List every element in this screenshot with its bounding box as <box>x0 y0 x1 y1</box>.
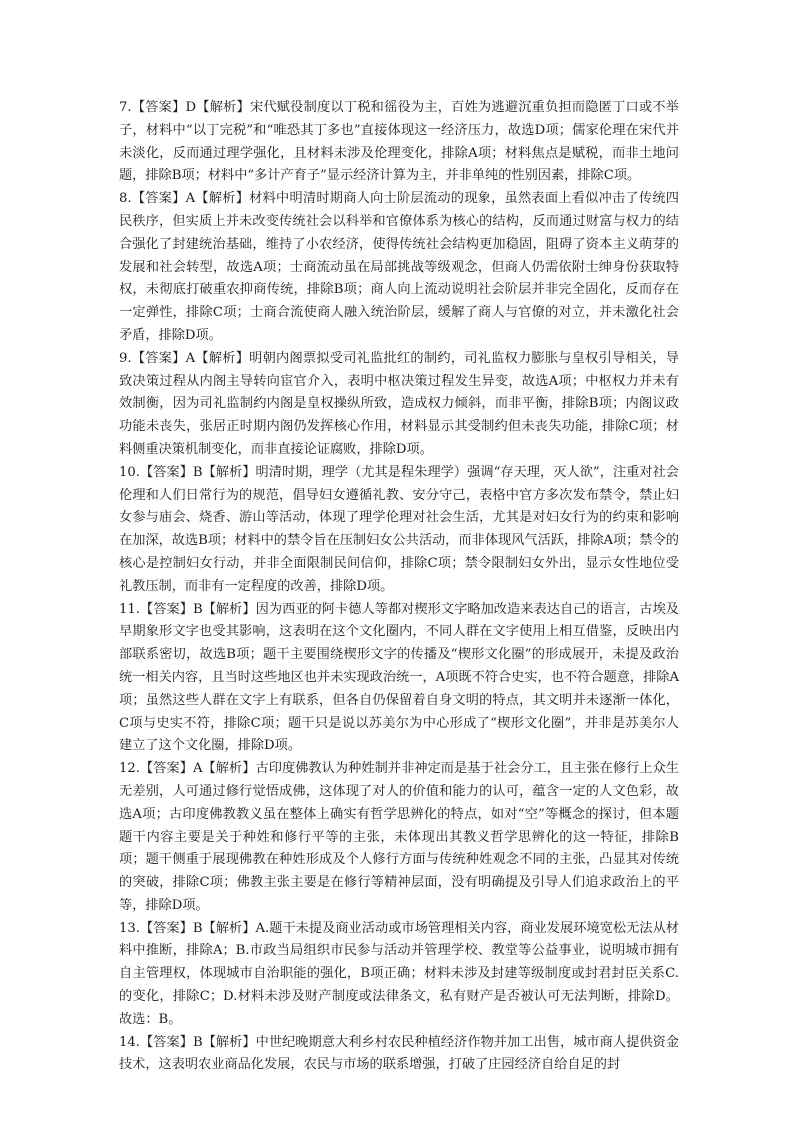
item-text: 【答案】D【解析】宋代赋役制度以丁税和徭役为主，百姓为逃避沉重负担而隐匿丁口或不举子，材料中“以丁完税”和“唯恐其丁多也”直接体现这一经济压力，故选D项；儒家伦理在宋代并未淡化，反而通过理学强化，且材料未涉及伦理变化，排除A项；材料焦点是赋税，而非土地问题，排除B项；材料中“多计产育子”显示经济计算为主，并非单纯的性别因素，排除C项。 <box>119 100 679 184</box>
item-number: 11. <box>119 601 140 617</box>
item-text: 【答案】B【解析】因为西亚的阿卡德人等都对楔形文字略加改造来表达自己的语言，古埃及早期象形文字也受其影响，这表明在这个文化圈内，不同人群在文字使用上相互借鉴，反映出内部联系密切，故选B项；题干主要围绕楔形文字的传播及“楔形文化圈”的形成展开，未提及政治统一相关内容，且当时这些地区也并未实现政治统一，A项既不符合史实，也不符合题意，排除A项；虽然这些人群在文字上有联系，但各自仍保留着自身文明的特点，其文明并未逐渐一体化，C项与史实不符，排除C项；题干只是说以苏美尔为中心形成了“楔形文化圈”，并非是苏美尔人建立了这个文化圈，排除D项。 <box>119 601 679 754</box>
item-number: 14. <box>119 1034 140 1050</box>
answer-item-9 <box>119 348 679 462</box>
item-text: 【答案】B【解析】中世纪晚期意大利乡村农民种植经济作物并加工出售，城市商人提供资金技术，这表明农业商品化发展，农民与市场的联系增强，打破了庄园经济自给自足的封 <box>119 1034 679 1073</box>
answer-item-11 <box>119 599 679 759</box>
item-number: 8. <box>119 191 132 207</box>
item-number: 12. <box>119 761 140 777</box>
item-number: 13. <box>119 920 140 936</box>
answer-explanations <box>119 97 679 1077</box>
answer-item-14 <box>119 1032 679 1078</box>
answer-item-8 <box>119 188 679 348</box>
item-text: 【答案】B【解析】明清时期，理学（尤其是程朱理学）强调“存天理，灭人欲”，注重对社会伦理和人们日常行为的规范，倡导妇女遵循礼教、安分守己，表格中官方多次发布禁令，禁止妇女参与庙会、烧香、游山等活动，体现了理学伦理对社会生活，尤其是对妇女行为的约束和影响在加深，故选B项；材料中的禁令旨在压制妇女公共活动，而非体现风气活跃，排除A项；禁令的核心是控制妇女行动，并非全面限制民间信仰，排除C项；禁令限制妇女外出，显示女性地位受礼教压制，而非有一定程度的改善，排除D项。 <box>119 464 679 594</box>
answer-item-13 <box>119 918 679 1032</box>
item-number: 10. <box>119 464 140 480</box>
answer-item-12 <box>119 758 679 918</box>
answer-item-10 <box>119 462 679 599</box>
answer-item-7 <box>119 97 679 188</box>
item-text: 【答案】A【解析】古印度佛教认为种姓制并非神定而是基于社会分工，且主张在修行上众生无差别，人可通过修行觉悟成佛，这体现了对人的价值和能力的认可，蕴含一定的人文色彩，故选A项；古印度佛教教义虽在整体上确实有哲学思辨化的特点，如对“空”等概念的探讨，但本题题干内容主要是关于种姓和修行平等的主张，未体现出其教义哲学思辨化的这一特征，排除B项；题干侧重于展现佛教在种姓形成及个人修行方面与传统种姓观念不同的主张，凸显其对传统的突破，排除C项；佛教主张主要是在修行等精神层面，没有明确提及引导人们追求政治上的平等，排除D项。 <box>119 761 679 913</box>
item-number: 7. <box>119 100 132 115</box>
item-number: 9. <box>119 350 132 366</box>
item-text: 【答案】B【解析】A.题干未提及商业活动或市场管理相关内容，商业发展环境宽松无法从材料中推断，排除A；B.市政当局组织市民参与活动并管理学校、教堂等公益事业，说明城市拥有自主管理权，体现城市自治职能的强化，B项正确；材料未涉及封建等级制度或封君封臣关系C.的变化，排除C；D.材料未涉及财产制度或法律条文，私有财产是否被认可无法判断，排除D。故选：B。 <box>119 920 679 1027</box>
item-text: 【答案】A【解析】材料中明清时期商人向士阶层流动的现象，虽然表面上看似冲击了传统四民秩序，但实质上并未改变传统社会以科举和官僚体系为核心的结构，反而通过财富与权力的结合强化了封建统治基础，维持了小农经济，使得传统社会结构更加稳固，阻碍了资本主义萌芽的发展和社会转型，故选A项；士商流动虽在局部挑战等级观念，但商人仍需依附士绅身份获取特权，未彻底打破重农抑商传统，排除B项；商人向上流动说明社会阶层并非完全固化，反而存在一定弹性，排除C项；士商合流使商人融入统治阶层，缓解了商人与官僚的对立，并未激化社会矛盾，排除D项。 <box>119 191 679 343</box>
item-text: 【答案】A【解析】明朝内阁票拟受司礼监批红的制约，司礼监权力膨胀与皇权引导相关，导致决策过程从内阁主导转向宦官介入，表明中枢决策过程发生异变，故选A项；中枢权力并未有效制衡，因为司礼监制约内阁是皇权操纵所致，造成权力倾斜，而非平衡，排除B项；内阁议政功能未丧失，张居正时期内阁仍发挥核心作用，材料显示其受制约但未丧失功能，排除C项；材料侧重决策机制变化，而非直接论证腐败，排除D项。 <box>119 350 679 457</box>
